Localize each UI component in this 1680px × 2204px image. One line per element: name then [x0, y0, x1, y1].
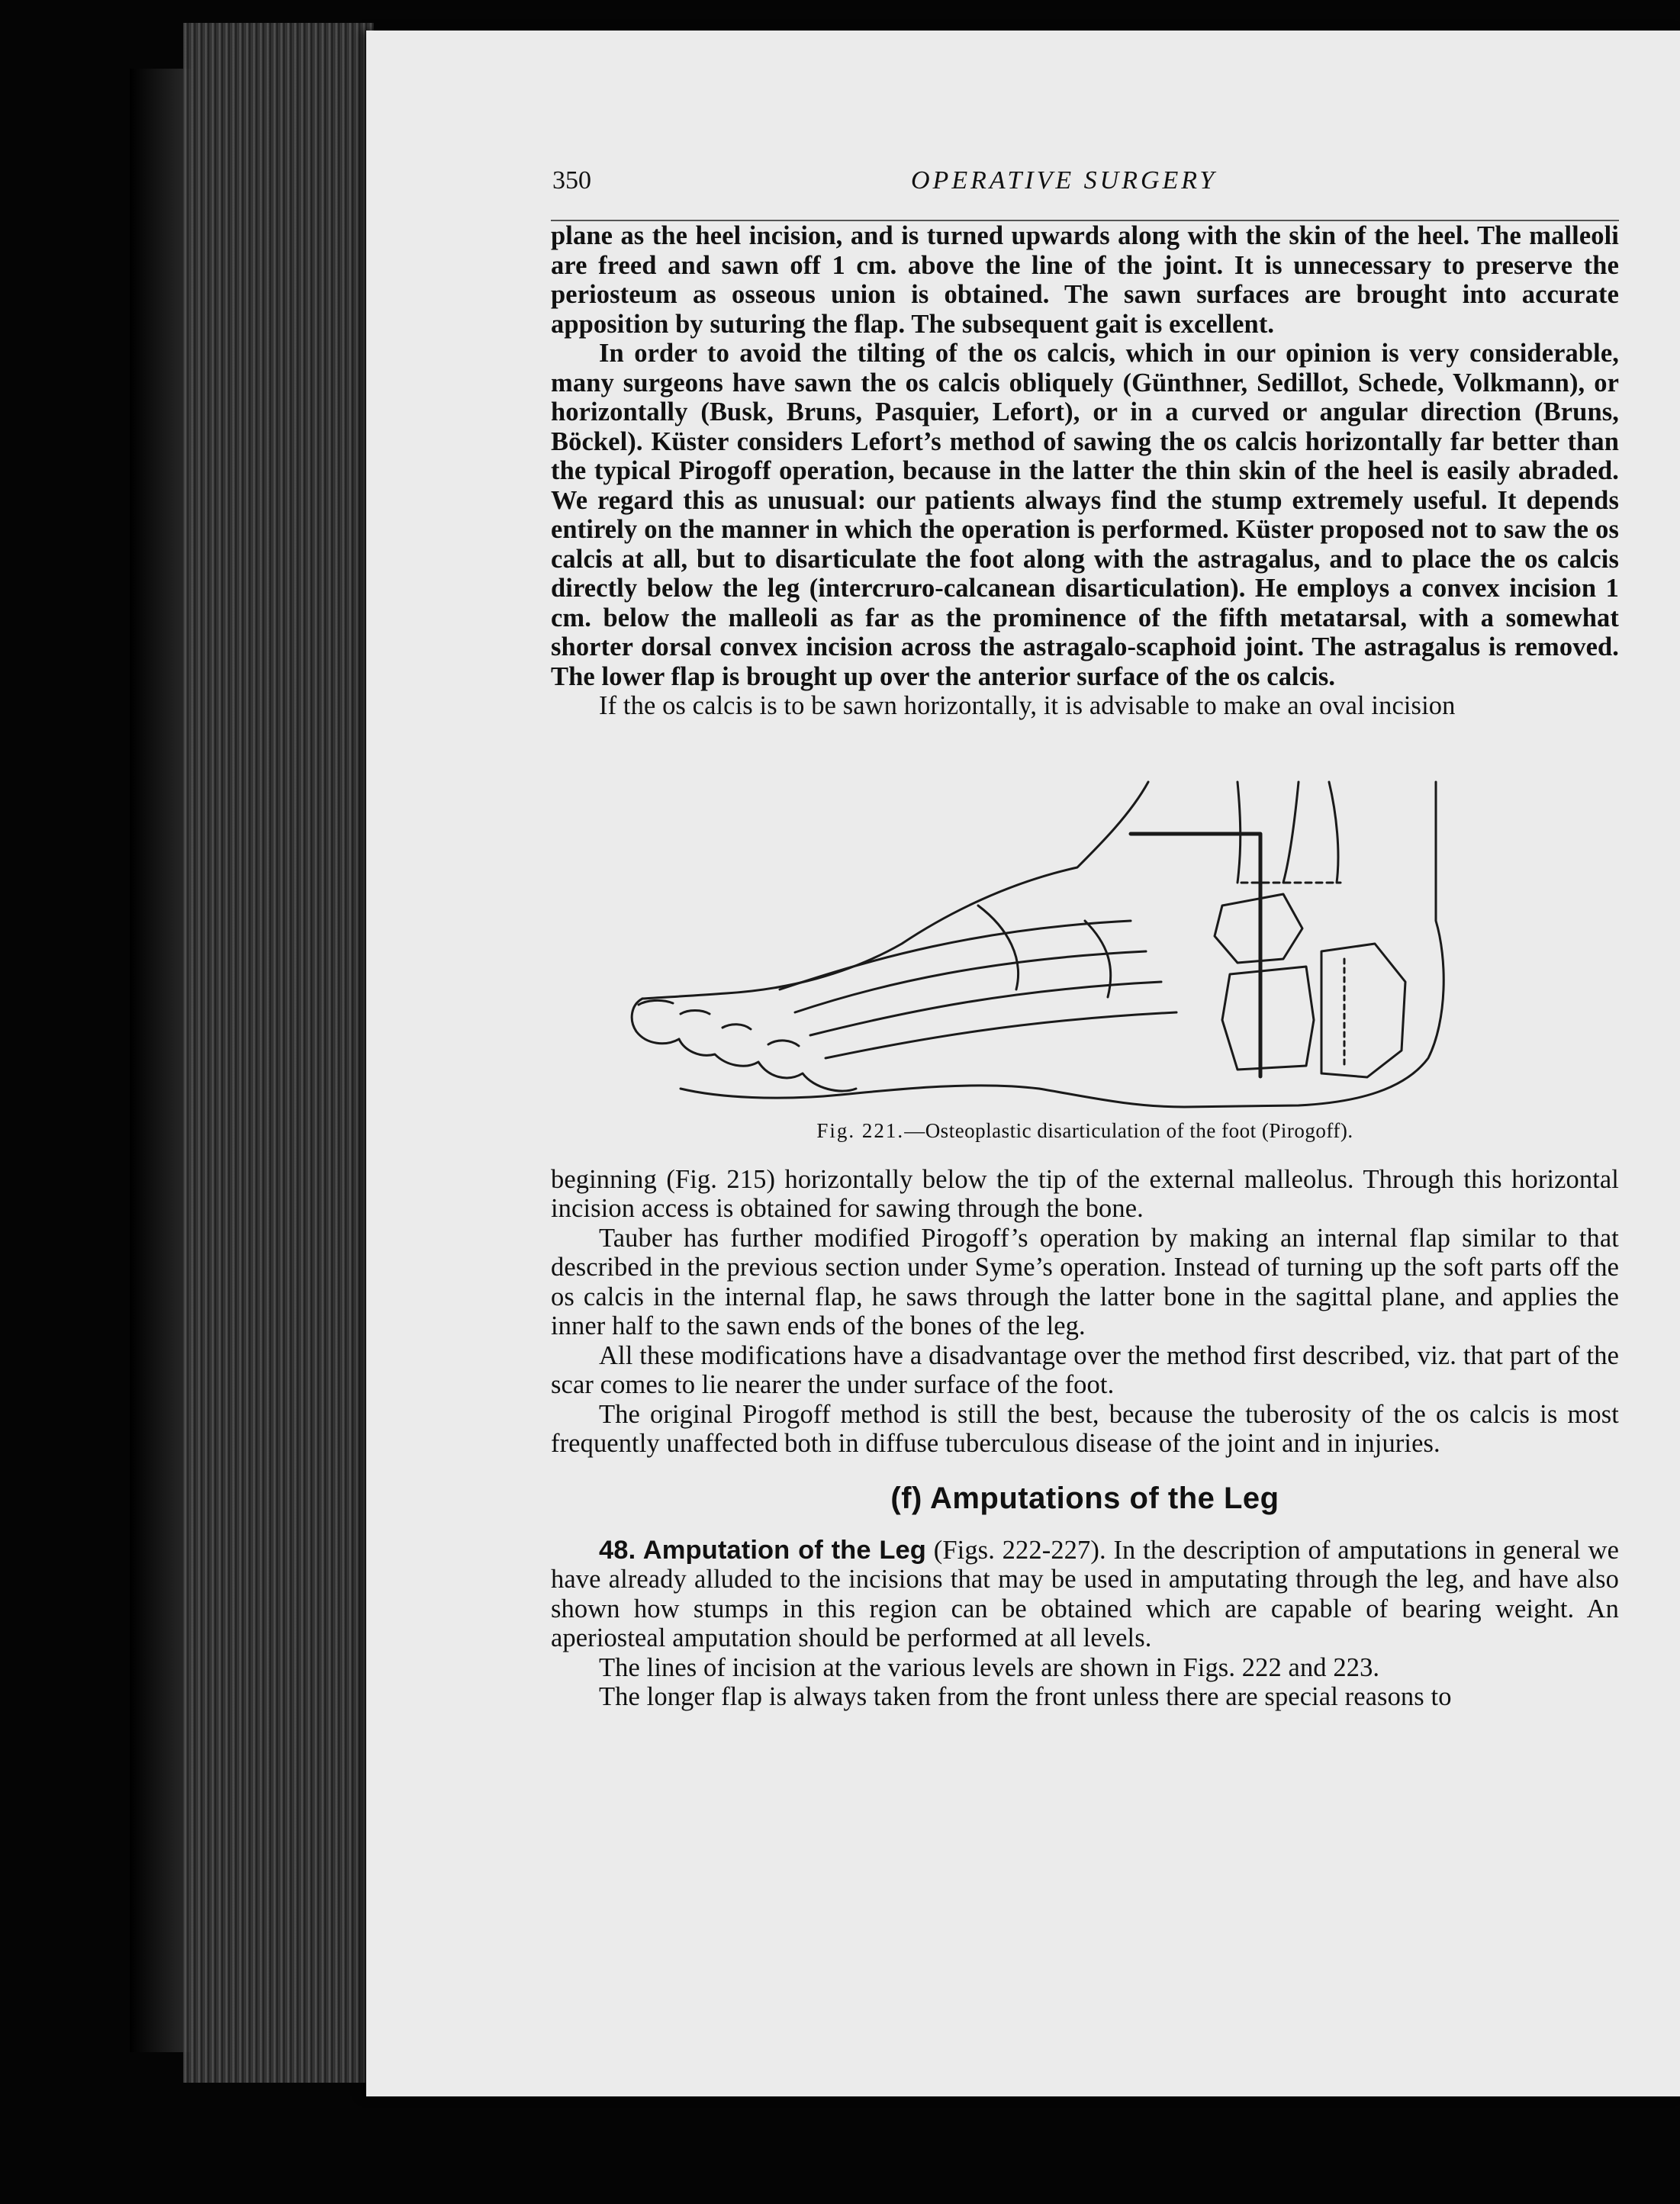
page-content: [551, 166, 1619, 1712]
figure-caption: [551, 1119, 1619, 1143]
book-edge-shadow: [130, 69, 191, 2052]
running-header: [551, 166, 1619, 221]
paragraph-continued: plane as the heel incision, and is turned upwards along with the skin of the heel. The malleoli are freed and sawn off 1 cm. above the line of the joint. It is unnecessary to preserve the periosteum as osseous union is obtained. The sawn surfaces are brought into accurate apposition by suturing the flap. The subsequent gait is excellent.: [551, 221, 1619, 339]
paragraph-modifications: All these modifications have a disadvantage over the method first described, viz. that part of the scar comes to lie nearer the under surface of the foot.: [551, 1340, 1619, 1399]
figure-caption-text: —Osteoplastic disarticulation of the foot (Pirogoff).: [904, 1118, 1353, 1142]
foot-illustration: [551, 730, 1619, 1112]
article-heading: 48. Amputation of the Leg: [599, 1535, 926, 1565]
article-first-paragraph: (Figs. 222-227). In the description of amputations in general we have already alluded to the incisions that may be used in amputating through the leg, and have also shown how stumps in this region can be obtained which are capable of bearing weight. An aperiosteal amputation should be performed at all levels.: [551, 1535, 1619, 1652]
page-number: 350: [552, 166, 591, 195]
book-page-edges: [183, 23, 374, 2083]
running-title: OPERATIVE SURGERY: [911, 166, 1218, 195]
section-heading: (f) Amputations of the Leg: [890, 1481, 1279, 1515]
paragraph-beginning: beginning (Fig. 215) horizontally below the tip of the external malleolus. Through this horizontal incision access is obtained for sawing through the bone.: [551, 1164, 1619, 1223]
paragraph-longer-flap: The longer flap is always taken from the front unless there are special reasons to: [599, 1682, 1452, 1711]
paragraph-article-48: [551, 1536, 1619, 1653]
figure-221: [551, 730, 1619, 1165]
paragraph-original-method: The original Pirogoff method is still the best, because the tuberosity of the os calcis is most frequently unaffected both in diffuse tuberculous disease of the joint and in injuries.: [551, 1399, 1619, 1458]
figure-label: Fig. 221.: [816, 1118, 905, 1142]
book-page: [366, 31, 1680, 2096]
paragraph-tilting: In order to avoid the tilting of the os calcis, which in our opinion is very considerable, many surgeons have sawn the os calcis obliquely (Günthner, Sedillot, Schede, Volkmann), or horizontally (Busk, Bruns, Pasquier, Lefort), or in a curved or angular direction (Bruns, Böckel). Küster considers Lefort’s method of sawing the os calcis horizontally far better than the typical Pirogoff operation, because in the latter the thin skin of the heel is easily abraded. We regard this as unusual: our patients always find the stump extremely useful. It depends entirely on the manner in which the operation is performed. Küster proposed not to saw the os calcis at all, but to disarticulate the foot along with the astragalus, and to place the os calcis directly below the leg (intercruro-calcanean disarticulation). He employs a convex incision 1 cm. below the malleoli as far as the prominence of the fifth metatarsal, with a somewhat shorter dorsal convex incision across the astragalo-scaphoid joint. The astragalus is removed. The lower flap is brought up over the anterior surface of the os calcis.: [551, 339, 1619, 691]
paragraph-oval-incision: If the os calcis is to be sawn horizontally, it is advisable to make an oval incision: [599, 691, 1456, 720]
paragraph-tauber: Tauber has further modified Pirogoff’s operation by making an internal flap similar to that described in the previous section under Syme’s operation. Instead of turning up the soft parts off the os calcis in the internal flap, he saws through the latter bone in the sagittal plane, and applies the inner half to the sawn ends of the bones of the leg.: [551, 1223, 1619, 1340]
paragraph-incision-lines: The lines of incision at the various levels are shown in Figs. 222 and 223.: [599, 1652, 1380, 1682]
